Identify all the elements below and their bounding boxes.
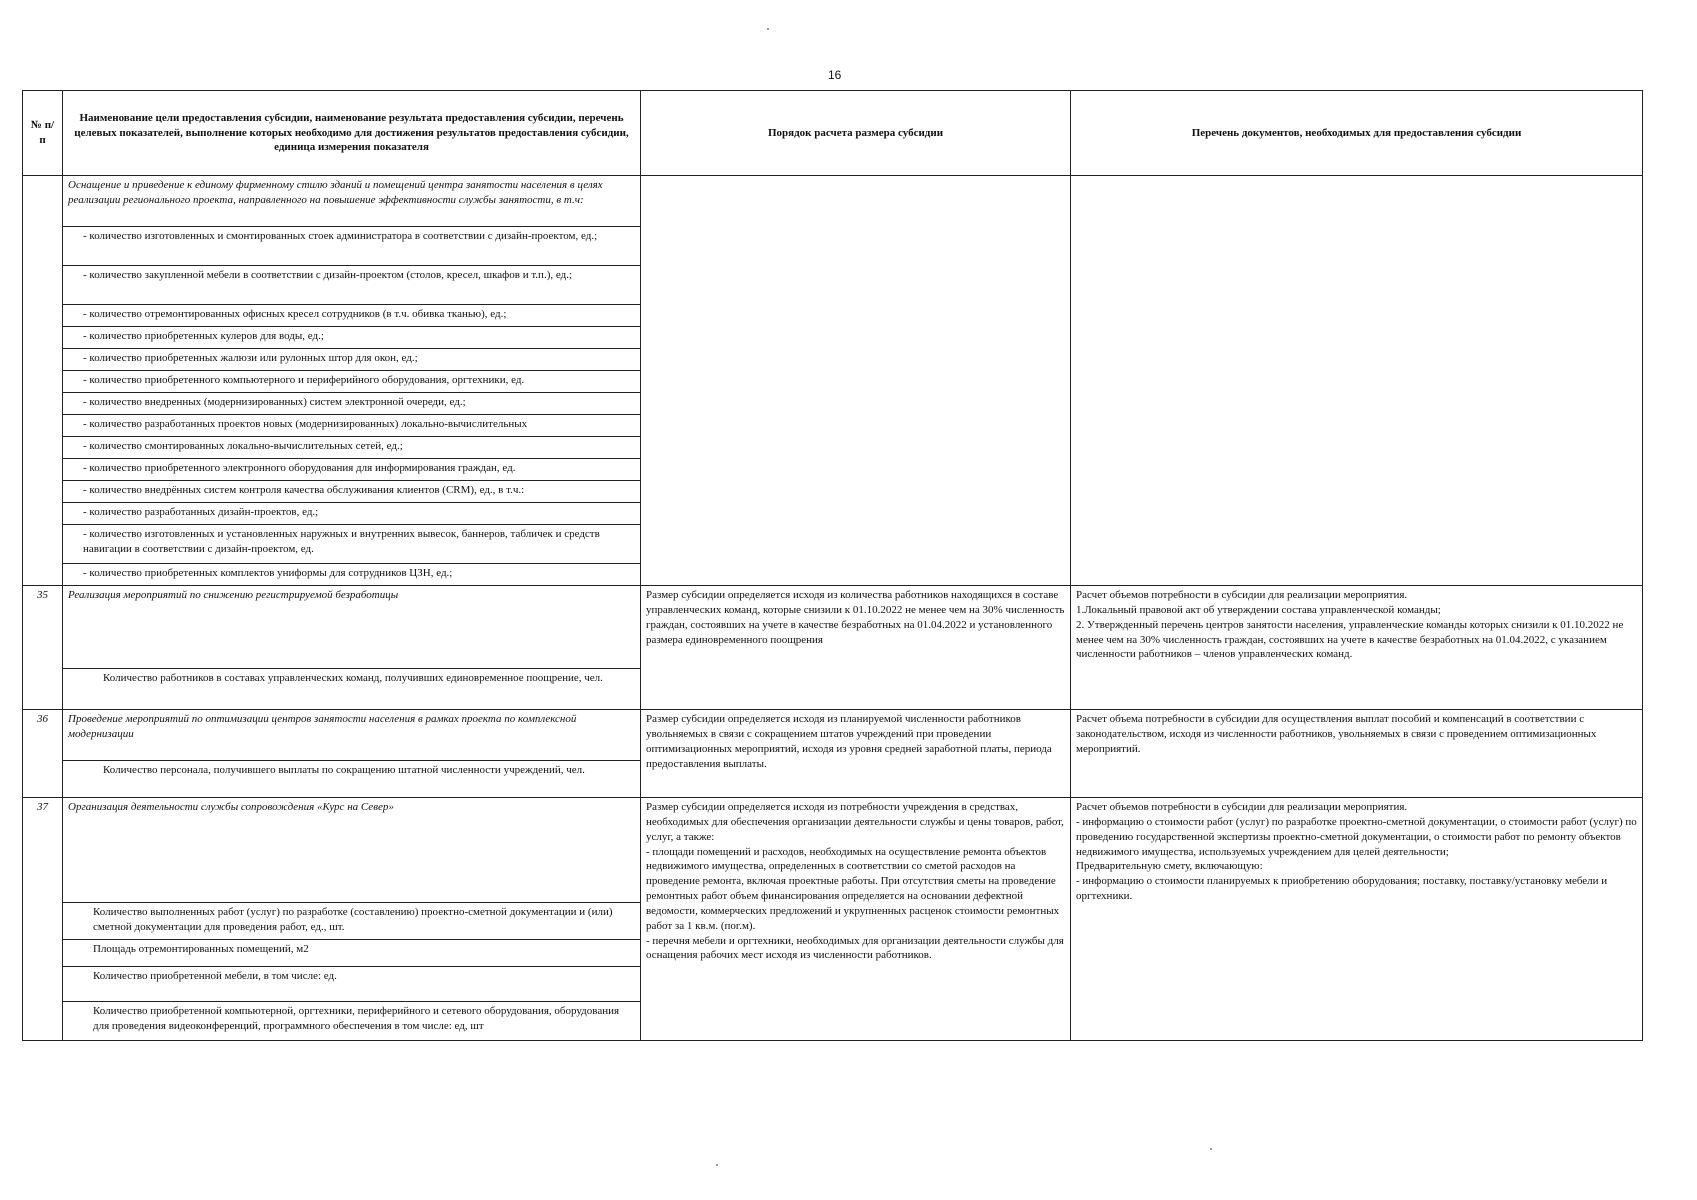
row-calc: Размер субсидии определяется исходя из количества работников находящихся в составе управленческих команд, которые снизили к 01.10.2022 не менее чем на 30% численность граждан, состоявших на учете в качестве безработных на 01.04.2022 и установленного размера единовременного поощрения bbox=[641, 586, 1071, 710]
row-docs: Расчет объема потребности в субсидии для осуществления выплат пособий и компенсаций в соответствии с законодательством, исходя из численности работников, увольняемых в связи с проведением оптимизационных мероприятий. bbox=[1071, 710, 1643, 798]
scan-speck bbox=[1210, 1148, 1212, 1150]
calc-line: - площади помещений и расходов, необходимых на осуществление ремонта объектов недвижимого имущества, определенных в соответствии со сметой расходов на проведение ремонта, включая проектные работы. При отсутствия сметы на проведение ремонтных работ объем финансирования определяется на основании дефектной ведомости, коммерческих предложений и укрупненных расценок стоимости ремонтных работ за 1 кв.м. (пог.м). bbox=[646, 845, 1060, 932]
row-docs bbox=[1071, 586, 1643, 710]
docs-cell-empty bbox=[1071, 176, 1643, 586]
indicator-item: Количество персонала, получившего выплаты по сокращению штатной численности учреждений, чел. bbox=[63, 761, 641, 798]
row-goal: Организация деятельности службы сопровождения «Курс на Север» bbox=[63, 798, 641, 903]
indicator-item: - количество изготовленных и установленных наружных и внутренних вывесок, баннеров, табличек и средств навигации в соответствии с дизайн-проектом, ед. bbox=[63, 525, 641, 564]
doc-line: Расчет объемов потребности в субсидии для реализации мероприятия. bbox=[1076, 589, 1408, 601]
row-number: 35 bbox=[23, 586, 63, 710]
row-docs bbox=[1071, 798, 1643, 1041]
indicator-item: Количество приобретенной мебели, в том числе: ед. bbox=[63, 967, 641, 1002]
subsidy-table bbox=[22, 90, 1643, 1041]
block-intro: Оснащение и приведение к единому фирменному стилю зданий и помещений центра занятости населения в целях реализации регионального проекта, направленного на повышение эффективности службы занятости, в т.ч: bbox=[63, 176, 641, 227]
indicator-item: - количество приобретенного электронного оборудования для информирования граждан, ед. bbox=[63, 459, 641, 481]
header-docs: Перечень документов, необходимых для предоставления субсидии bbox=[1071, 91, 1643, 176]
indicator-item: - количество разработанных дизайн-проектов, ед.; bbox=[63, 503, 641, 525]
calc-cell-empty bbox=[641, 176, 1071, 586]
indicator-item: - количество смонтированных локально-вычислительных сетей, ед.; bbox=[63, 437, 641, 459]
row-number: 37 bbox=[23, 798, 63, 1041]
indicator-item: Количество приобретенной компьютерной, оргтехники, периферийного и сетевого оборудования, оборудования для проведения видеоконференций, программного обеспечения в том числе: ед, шт bbox=[63, 1002, 641, 1041]
calc-line: Размер субсидии определяется исходя из потребности учреждения в средствах, необходимых для обеспечения организации деятельности службы и цены товаров, работ, услуг, а также: bbox=[646, 801, 1064, 843]
calc-line: - перечня мебели и оргтехники, необходимых для организации деятельности службы для оснащения рабочих мест исходя из численности работников. bbox=[646, 934, 1064, 962]
table-row bbox=[23, 176, 1643, 227]
indicator-item: - количество разработанных проектов новых (модернизированных) локально-вычислительных bbox=[63, 415, 641, 437]
num-cell-empty bbox=[23, 176, 63, 586]
indicator-item: - количество изготовленных и смонтированных стоек администратора в соответствии с дизайн-проектом, ед.; bbox=[63, 227, 641, 266]
indicator-item: - количество приобретенного компьютерного и периферийного оборудования, оргтехники, ед. bbox=[63, 371, 641, 393]
scan-speck bbox=[767, 28, 769, 30]
doc-line: Предварительную смету, включающую: bbox=[1076, 860, 1263, 873]
row-goal: Проведение мероприятий по оптимизации центров занятости населения в рамках проекта по комплексной модернизации bbox=[63, 710, 641, 761]
header-name: Наименование цели предоставления субсидии, наименование результата предоставления субсидии, перечень целевых показателей, выполнение которых необходимо для достижения результатов предоставления субсидии, единица измерения показателя bbox=[63, 91, 641, 176]
indicator-item: - количество внедрённых систем контроля качества обслуживания клиентов (CRM), ед., в т.ч.: bbox=[63, 481, 641, 503]
row-number: 36 bbox=[23, 710, 63, 798]
table-row bbox=[23, 710, 1643, 761]
page-number: 16 bbox=[828, 68, 842, 82]
scan-speck bbox=[716, 1164, 718, 1166]
doc-line: - информацию о стоимости работ (услуг) по разработке проектно-сметной документации, о стоимости работ (услуг) по проведению государственной экспертизы проектно-сметной документации, о стоимости работ по ремонту объектов недвижимого имущества, используемых учреждением для целей деятельности; bbox=[1076, 815, 1637, 858]
indicator-item: Количество выполненных работ (услуг) по разработке (составлению) проектно-сметной документации и (или) сметной документации для проведения работ, ед., шт. bbox=[63, 903, 641, 940]
indicator-item: - количество отремонтированных офисных кресел сотрудников (в т.ч. обивка тканью), ед.; bbox=[63, 305, 641, 327]
indicator-item: - количество внедренных (модернизированных) систем электронной очереди, ед.; bbox=[63, 393, 641, 415]
header-calc: Порядок расчета размера субсидии bbox=[641, 91, 1071, 176]
doc-line: - информацию о стоимости планируемых к приобретению оборудования; поставку, поставку/установку мебели и оргтехники. bbox=[1076, 875, 1608, 903]
doc-line: 2. Утвержденный перечень центров занятости населения, управленческие команды которых снизили к 01.10.2022 не менее чем на 30% численность граждан, состоявших на учете в качестве безработных на 01.04.2022, с указанием численности работников – членов управленческих команд. bbox=[1076, 618, 1624, 661]
row-goal: Реализация мероприятий по снижению регистрируемой безработицы bbox=[63, 586, 641, 669]
header-row bbox=[23, 91, 1643, 176]
row-calc bbox=[641, 798, 1071, 1041]
header-num: № п/п bbox=[23, 91, 63, 176]
indicator-item: - количество приобретенных жалюзи или рулонных штор для окон, ед.; bbox=[63, 349, 641, 371]
indicator-item: - количество приобретенных кулеров для воды, ед.; bbox=[63, 327, 641, 349]
indicator-item: Площадь отремонтированных помещений, м2 bbox=[63, 940, 641, 967]
doc-line: 1.Локальный правовой акт об утверждении состава управленческой команды; bbox=[1076, 603, 1441, 616]
table-row bbox=[23, 798, 1643, 903]
indicator-item: Количество работников в составах управленческих команд, получивших единовременное поощрение, чел. bbox=[63, 669, 641, 710]
row-calc: Размер субсидии определяется исходя из планируемой численности работников увольняемых в связи с сокращением штатов учреждений при проведении оптимизационных мероприятий, исходя из уровня средней заработной платы, периода предоставления выплаты. bbox=[641, 710, 1071, 798]
indicator-item: - количество закупленной мебели в соответствии с дизайн-проектом (столов, кресел, шкафов и т.п.), ед.; bbox=[63, 266, 641, 305]
indicator-item: - количество приобретенных комплектов униформы для сотрудников ЦЗН, ед.; bbox=[63, 564, 641, 586]
table-row bbox=[23, 586, 1643, 669]
doc-line: Расчет объемов потребности в субсидии для реализации мероприятия. bbox=[1076, 801, 1408, 813]
